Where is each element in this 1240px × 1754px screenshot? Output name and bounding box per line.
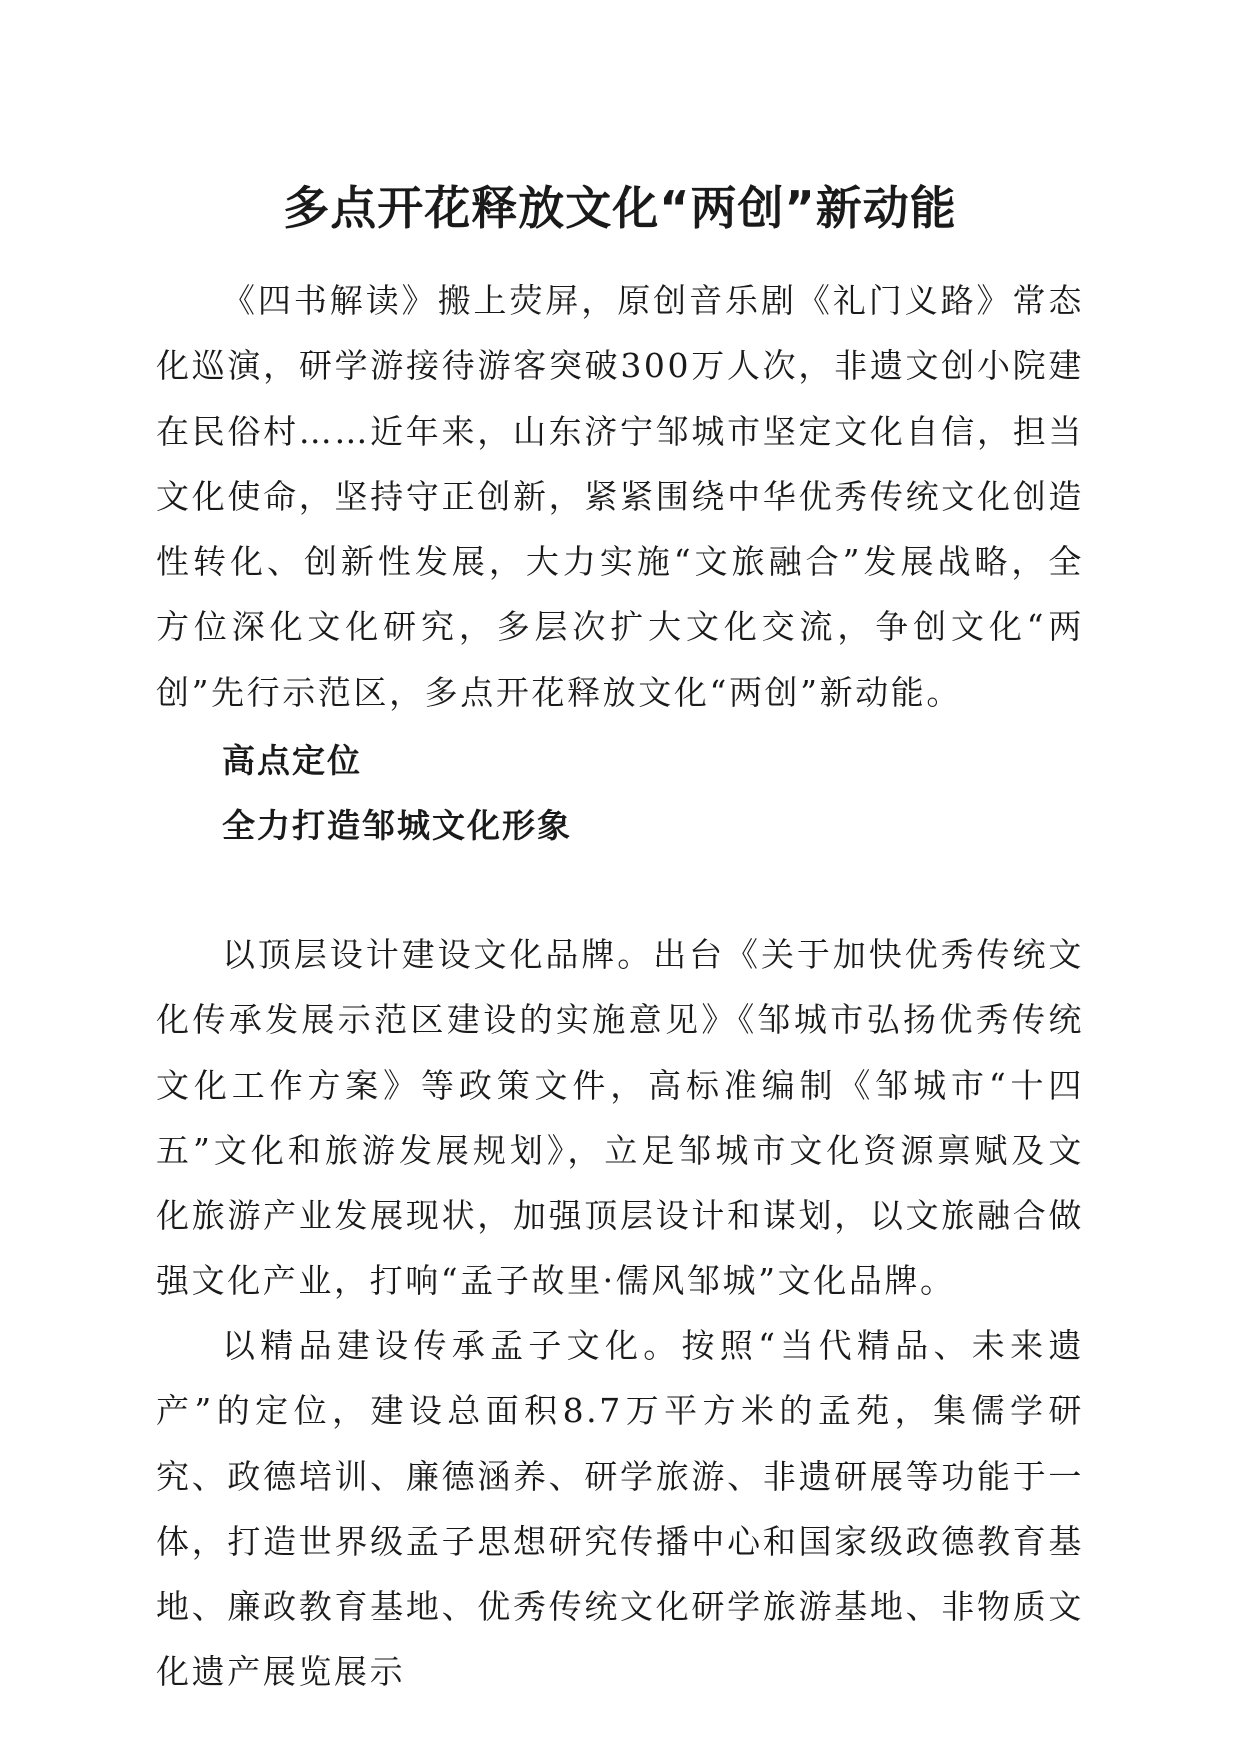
document-page bbox=[156, 0, 1084, 1754]
section-subheading: 全力打造邹城文化形象 bbox=[222, 806, 572, 845]
intro-paragraph: 《四书解读》搬上荧屏，原创音乐剧《礼门义路》常态化巡演，研学游接待游客突破300万人次，非遗文创小院建在民俗村……近年来，山东济宁邹城市坚定文化自信，担当文化使命，坚持守正创新，紧紧围绕中华优秀传统文化创造性转化、创新性发展，大力实施“文旅融合”发展战略，全方位深化文化研究，多层次扩大文化交流，争创文化“两创”先行示范区，多点开花释放文化“两创”新动能。 bbox=[156, 281, 1084, 712]
body-paragraph-mencius: 以精品建设传承孟子文化。按照“当代精品、未来遗产”的定位，建设总面积8.7万平方米的孟苑，集儒学研究、政德培训、廉德涵养、研学旅游、非遗研展等功能于一体，打造世界级孟子思想研究传播中心和国家级政德教育基地、廉政教育基地、优秀传统文化研学旅游基地、非物质文化遗产展览展示 bbox=[156, 1326, 1084, 1692]
section-heading: 高点定位 bbox=[222, 741, 362, 780]
body-paragraph-brand: 以顶层设计建设文化品牌。出台《关于加快优秀传统文化传承发展示范区建设的实施意见》《邹城市弘扬优秀传统文化工作方案》等政策文件，高标准编制《邹城市“十四五”文化和旅游发展规划》，立足邹城市文化资源禀赋及文化旅游产业发展现状，加强顶层设计和谋划，以文旅融合做强文化产业，打响“孟子故里·儒风邹城”文化品牌。 bbox=[156, 935, 1084, 1301]
page-title: 多点开花释放文化“两创”新动能 bbox=[283, 181, 957, 235]
